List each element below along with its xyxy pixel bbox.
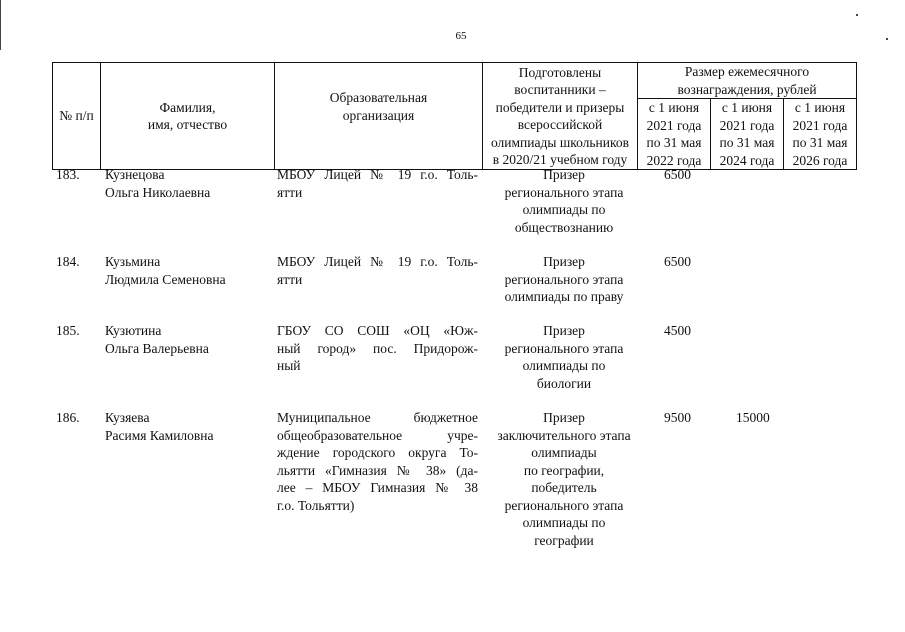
header-award: Размер ежемесячного вознаграждения, рублей [638, 63, 857, 99]
table-header [52, 62, 857, 170]
table-body [0, 166, 905, 559]
page-number: 65 [455, 30, 467, 42]
row-number: 183. [56, 167, 80, 182]
organization: МБОУ Лицей № 19 г.о. Толь- ятти [277, 254, 478, 287]
person-name: Кузьмина Людмила Семеновна [105, 254, 226, 287]
row-number: 186. [56, 410, 80, 425]
scan-speck [856, 14, 858, 16]
table-row [0, 322, 905, 409]
header-period-2024: с 1 июня 2021 года по 31 мая 2024 года [711, 99, 784, 170]
person-name: Кузютина Ольга Валерьевна [105, 323, 209, 356]
award-2022: 6500 [664, 254, 691, 269]
organization: ГБОУ СО СОШ «ОЦ «Юж- ный город» пос. Придорож- ный [277, 323, 478, 373]
header-name: Фамилия, имя, отчество [101, 63, 275, 170]
table-row [0, 166, 905, 253]
person-name: Кузяева Расимя Камиловна [105, 410, 214, 443]
row-number: 184. [56, 254, 80, 269]
organization: Муниципальное бюджетное общеобразовательное учре- ждение городского округа То- льятти «Гимназия № 38» (да- лее – МБОУ Гимназия № 38 г.о. Тольятти) [277, 410, 478, 513]
header-period-2022: с 1 июня 2021 года по 31 мая 2022 года [638, 99, 711, 170]
scan-edge-line [0, 0, 1, 50]
header-org: Образовательная организация [275, 63, 483, 170]
header-num: № п/п [53, 63, 101, 170]
achievement: Призер регионального этапа олимпиады по обществознанию [504, 167, 624, 235]
achievement: Призер заключительного этапа олимпиады по географии, победитель регионального этапа олимпиады по географии [497, 410, 631, 548]
row-number: 185. [56, 323, 80, 338]
header-period-2026: с 1 июня 2021 года по 31 мая 2026 года [784, 99, 857, 170]
award-2022: 6500 [664, 167, 691, 182]
table-row [0, 253, 905, 322]
scan-speck [886, 38, 888, 40]
achievement: Призер регионального этапа олимпиады по биологии [504, 323, 624, 391]
organization: МБОУ Лицей № 19 г.о. Толь- ятти [277, 167, 478, 200]
award-2022: 9500 [664, 410, 691, 425]
person-name: Кузнецова Ольга Николаевна [105, 167, 211, 200]
achievement: Призер регионального этапа олимпиады по праву [504, 254, 624, 304]
award-2022: 4500 [664, 323, 691, 338]
header-prepared: Подготовлены воспитанники – победители и призеры всероссийской олимпиады школьников в 2020/21 учебном году [483, 63, 638, 170]
table-row [0, 409, 905, 559]
award-2024: 15000 [736, 410, 770, 425]
